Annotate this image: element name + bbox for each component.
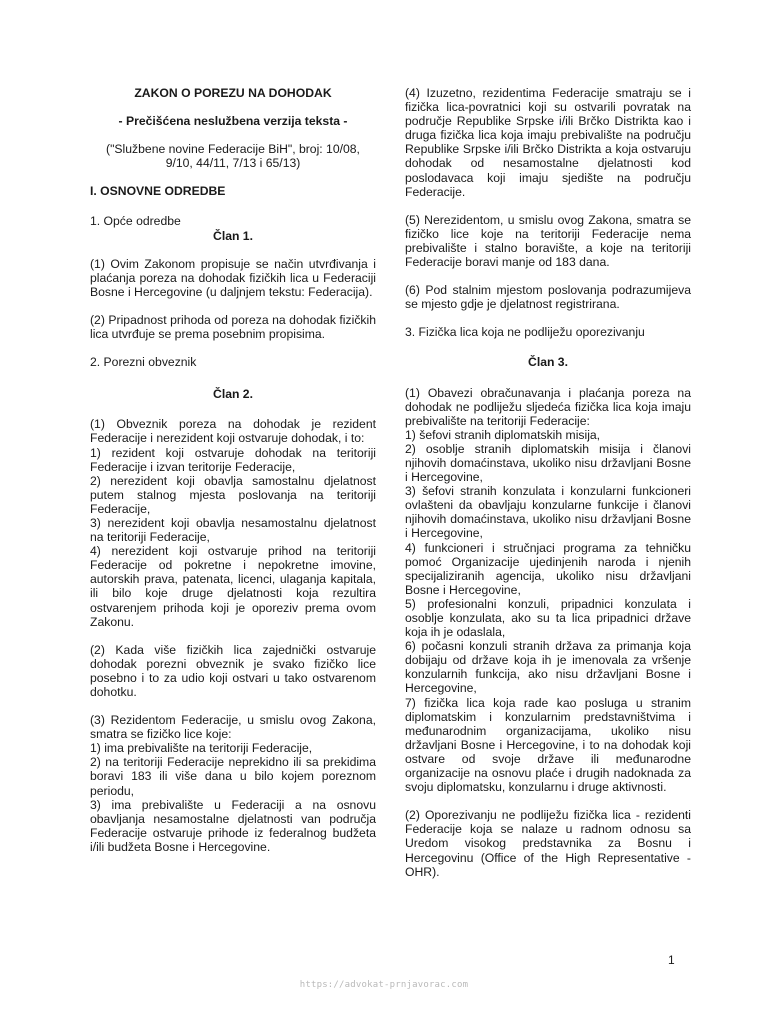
- article-2-paragraph-4: (4) Izuzetno, rezidentima Federacije smatraju se i fizička lica-povratnici koji su ostvarili povratak na područje Republike Srpske i/ili Brčko Distrikta kao i druga fizička lica koja imaju prebivalište na području Republike Srpske i/ili Brčko Distrikta a koja ostvaruju dohodak od nesamostalne djelatnosti kod poslodavaca koji imaju sjedište na području Federacije.: [405, 86, 691, 199]
- subsection-exempt-persons: 3. Fizička lica koja ne podliježu oporezivanju: [405, 325, 645, 340]
- list-item: 5) profesionalni konzuli, pripadnici konzulata i osoblje konzulata, ako su ta lica pripadnici države koja ih je odaslala,: [405, 596, 691, 640]
- right-column: [405, 86, 691, 893]
- list-item: 3) ima prebivalište u Federaciji a na osnovu obavljanja nesamostalne djelatnosti van područja Federacije ostvaruje prihode iz federalnog budžeta i/ili budžeta Bosne i Hercegovine.: [90, 797, 376, 854]
- list-item: 7) fizička lica koja rade kao posluga u stranim diplomatskim i konzularnim predstavništvima i međunarodnim organizacijama, ukoliko nisu državljani Bosne i Hercegovine, i to na dohodak koji ostvare od svoje države ili međunarodne organizacije na osnovu plaće i drugih nadoknada za svoju diplomatsku, konzularnu i druge aktivnosti.: [405, 695, 691, 795]
- article-1-heading: Član 1.: [213, 228, 253, 243]
- list-item: 2) nerezident koji obavlja samostalnu djelatnost putem stalnog mjesta poslovanja na teritoriji Federacije,: [90, 473, 376, 516]
- article-2-paragraph-3: (3) Rezidentom Federacije, u smislu ovog Zakona, smatra se fizičko lice koje:: [90, 713, 376, 742]
- section-heading: I. OSNOVNE ODREDBE: [90, 184, 226, 199]
- list-item: 2) na teritoriji Federacije neprekidno ili sa prekidima boravi 183 ili više dana u bilo kojem poreznom periodu,: [90, 755, 376, 798]
- list-item: 1) šefovi stranih diplomatskih misija,: [405, 427, 601, 442]
- article-2-paragraph-5: (5) Nerezidentom, u smislu ovog Zakona, smatra se fizičko lice koje na teritoriji Federacije nema prebivalište i stalno boravište, a koje na teritoriji Federacije boravi manje od 183 dana.: [405, 212, 691, 270]
- law-title: ZAKON O POREZU NA DOHODAK: [134, 86, 332, 100]
- article-1-paragraph-2: (2) Pripadnost prihoda od poreza na dohodak fizičkih lica utvrđuje se prema posebnim propisima.: [90, 312, 376, 342]
- article-1-paragraph-1: (1) Ovim Zakonom propisuje se način utvrđivanja i plaćanja poreza na dohodak fizičkih lica u Federaciji Bosne i Hercegovine (u daljnjem tekstu: Federacija).: [90, 256, 376, 299]
- article-2-paragraph-1: (1) Obveznik poreza na dohodak je rezident Federacije i nerezident koji ostvaruje dohodak, i to:: [90, 417, 376, 446]
- list-item: 1) rezident koji ostvaruje dohodak na teritoriji Federacije i izvan teritorije Federacije,: [90, 445, 376, 474]
- article-3-paragraph-2: (2) Oporezivanju ne podliježu fizička lica - rezidenti Federacije koja se nalaze u radnom odnosu sa Uredom visokog predstavnika za Bosnu i Hercegovinu (Office of the High Representative - OHR).: [405, 808, 691, 879]
- article-3-paragraph-1: (1) Obavezi obračunavanja i plaćanja poreza na dohodak ne podliježu sljedeća fizička lica koja imaju prebivalište na teritoriji Federacije:: [405, 385, 691, 428]
- subsection-general: 1. Opće odredbe: [90, 214, 181, 229]
- watermark-url: https://advokat-prnjavorac.com: [299, 980, 469, 990]
- subsection-taxpayer: 2. Porezni obveznik: [90, 355, 197, 370]
- list-item: 3) šefovi stranih konzulata i konzularni funkcioneri ovlašteni da obavljaju konzularne funkcije i članovi njihovih domaćinstava, ukoliko nisu državljani Bosne i Hercegovine,: [405, 484, 691, 541]
- list-item: 4) funkcioneri i stručnjaci programa za tehničku pomoć Organizacije ujedinjenih naroda i njenih specijaliziranih agencija, ukoliko nisu državljani Bosne i Hercegovine,: [405, 540, 691, 597]
- list-item: 3) nerezident koji obavlja nesamostalnu djelatnost na teritoriji Federacije,: [90, 515, 376, 545]
- page-number: 1: [668, 953, 675, 967]
- left-column: [90, 84, 376, 854]
- article-2-paragraph-6: (6) Pod stalnim mjestom poslovanja podrazumijeva se mjesto gdje je djelatnost registrirana.: [405, 283, 691, 312]
- list-item: 2) osoblje stranih diplomatskih misija i članovi njihovih domaćinstava, ukoliko nisu državljani Bosne i Hercegovine,: [405, 441, 691, 485]
- list-item: 4) nerezident koji ostvaruje prihod na teritoriji Federacije od pokretne i nepokretne imovine, autorskih prava, patenata, licenci, ulaganja kapitala, ili bilo koje druge djelatnosti koja rezultira ostvarenjem prihoda koji je oporeziv prema ovom Zakonu.: [90, 544, 376, 629]
- article-3-heading: Član 3.: [528, 355, 568, 370]
- article-2-paragraph-2: (2) Kada više fizičkih lica zajednički ostvaruje dohodak porezni obveznik je svako fizičko lice posebno i to za udio koji ostvari u tako ostvarenom dohotku.: [90, 642, 376, 699]
- law-subtitle: - Prečišćena neslužbena verzija teksta -: [118, 114, 348, 129]
- article-2-heading: Član 2.: [213, 387, 253, 402]
- gazette-reference: ("Službene novine Federacije BiH", broj: 10/08, 9/10, 44/11, 7/13 i 65/13): [106, 142, 360, 171]
- list-item: 6) počasni konzuli stranih država za primanja koja dobijaju od države koja ih je imenovala za vršenje konzularnih funkcija, ako nisu državljani Bosne i Hercegovine,: [405, 639, 691, 696]
- list-item: 1) ima prebivalište na teritoriji Federacije,: [90, 741, 313, 756]
